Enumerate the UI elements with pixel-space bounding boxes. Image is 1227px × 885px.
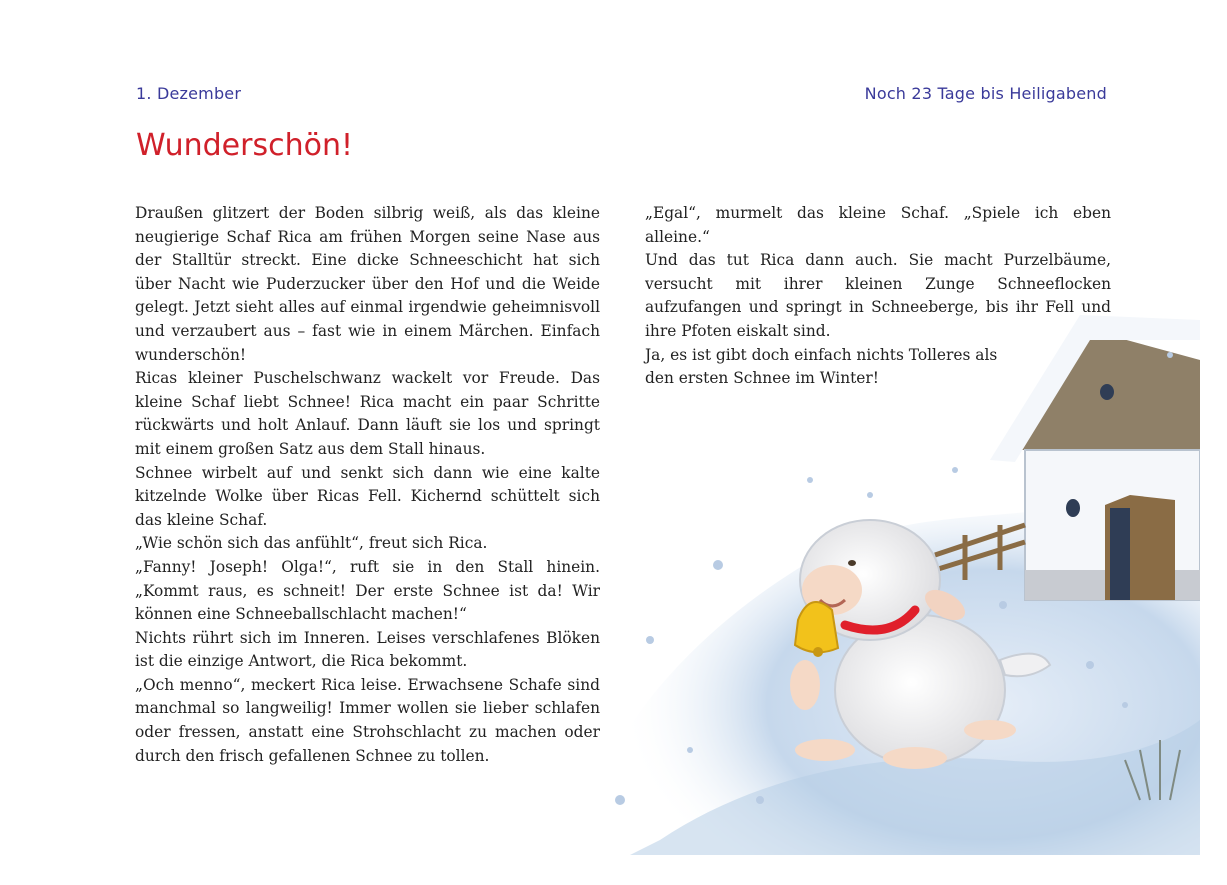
countdown-label: Noch 23 Tage bis Heiligabend bbox=[864, 84, 1107, 103]
paragraph: „Wie schön sich das anfühlt“, freut sich Rica. bbox=[135, 534, 488, 553]
left-text-column bbox=[135, 202, 600, 768]
sheep-in-snow-illustration bbox=[570, 280, 1200, 860]
paragraph: Ricas kleiner Puschelschwanz wackelt vor Freude. Das kleine Schaf liebt Schnee! Rica macht ein paar Schritte rückwärts und holt Anlauf. Dann läuft sie los und springt mit einem großen Satz aus dem Stall hinaus. bbox=[135, 369, 600, 458]
page-title: Wunderschön! bbox=[136, 128, 353, 163]
paragraph: „Och menno“, meckert Rica leise. Erwachsene Schafe sind manchmal so langweilig! Immer wollen sie lieber schlafen oder fressen, anstatt eine Strohschlacht zu machen oder durch den frisch gefallenen Schnee zu tollen. bbox=[135, 675, 600, 765]
chapter-date: 1. Dezember bbox=[136, 84, 242, 103]
paragraph: Und das tut Rica dann auch. Sie macht Purzelbäume, versucht mit ihrer kleinen Zunge Schneeflocken aufzufangen und springt in Schneeberge, bis ihr Fell und ihre Pfoten eiskalt sind. bbox=[645, 251, 1111, 340]
paragraph: Ja, es ist gibt doch einfach nichts Tolleres als den ersten Schnee im Winter! bbox=[645, 345, 998, 388]
paragraph: Draußen glitzert der Boden silbrig weiß, als das kleine neugierige Schaf Rica am frühen Morgen seine Nase aus der Stalltür streckt. Eine dicke Schneeschicht hat sich über Nacht wie Puderzucker über den Hof und die Weide gelegt. Jetzt sieht alles auf einmal irgendwie geheimnisvoll und verzaubert aus – fast wie in einem Märchen. Einfach wunderschön! bbox=[135, 204, 600, 364]
paragraph: Nichts rührt sich im Inneren. Leises verschlafenes Blöken ist die einzige Antwort, die Rica bekommt. bbox=[135, 628, 600, 671]
paragraph: „Egal“, murmelt das kleine Schaf. „Spiele ich eben alleine.“ bbox=[645, 204, 1111, 246]
paragraph: „Fanny! Joseph! Olga!“, ruft sie in den Stall hinein. „Kommt raus, es schneit! Der erste Schnee ist da! Wir können eine Schneeballschlacht machen!“ bbox=[135, 557, 600, 624]
paragraph: Schnee wirbelt auf und senkt sich dann wie eine kalte kitzelnde Wolke über Ricas Fell. Kichernd schüttelt sich das kleine Schaf. bbox=[135, 463, 600, 529]
